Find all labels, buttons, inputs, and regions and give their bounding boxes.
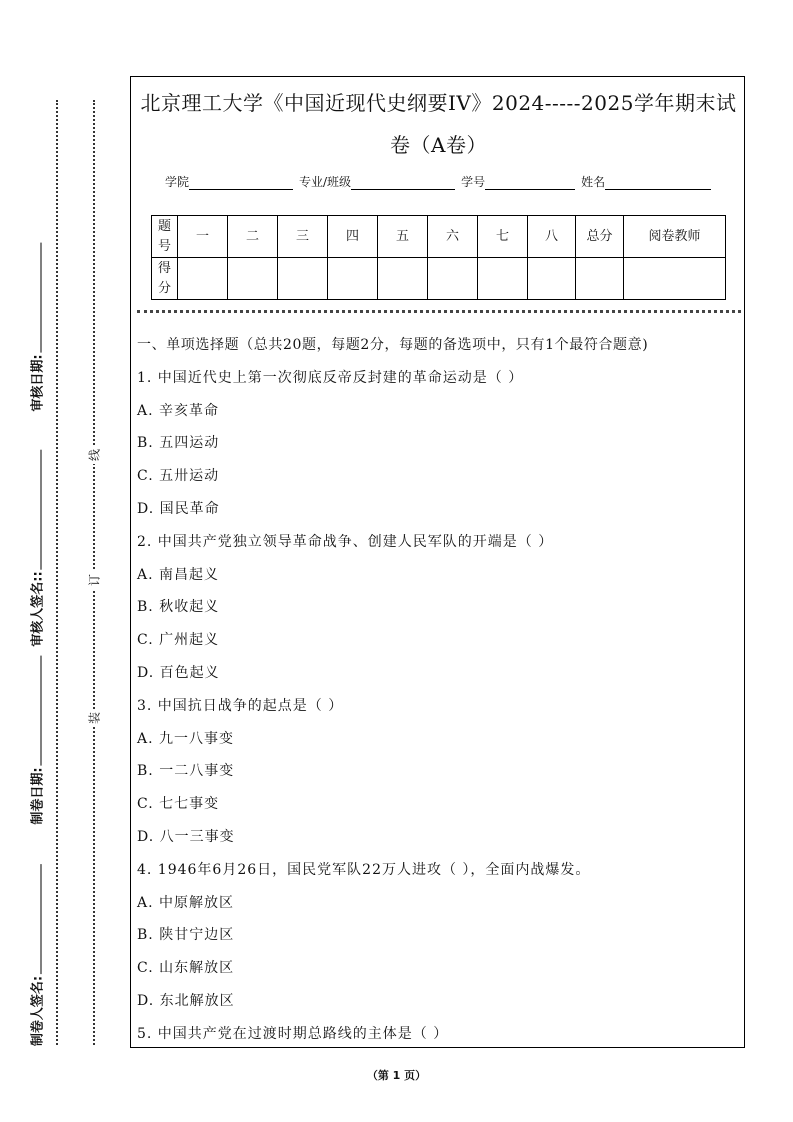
question-number-label: 题号	[152, 216, 178, 258]
question-content	[137, 329, 742, 1051]
score-cell[interactable]	[428, 258, 478, 300]
question-stem: 1. 中国近代史上第一次彻底反帝反封建的革命运动是（ ）	[137, 369, 524, 386]
margin-field-label: 制卷人签名:	[30, 975, 46, 1047]
total-score-cell[interactable]	[576, 258, 624, 300]
score-cell[interactable]	[228, 258, 278, 300]
margin-field-label: 审核人签名::	[30, 571, 46, 647]
answer-option: C. 五卅运动	[137, 468, 220, 485]
question-stem: 5. 中国共产党在过渡时期总路线的主体是（ ）	[137, 1025, 449, 1042]
answer-option: D. 百色起义	[137, 664, 220, 681]
binding-mark-xian: 线	[86, 446, 103, 464]
score-cell[interactable]	[328, 258, 378, 300]
column-header: 六	[428, 216, 478, 258]
question-stem: 4. 1946年6月26日，国民党军队22万人进攻（ ），全面内战爆发。	[137, 861, 591, 878]
answer-option: A. 九一八事变	[137, 730, 235, 747]
question-stem: 2. 中国共产党独立领导革命战争、创建人民军队的开端是（ ）	[137, 533, 554, 550]
answer-option: A. 南昌起义	[137, 566, 220, 583]
score-table-header-row	[152, 216, 726, 258]
score-label: 得分	[152, 258, 178, 300]
column-header: 七	[478, 216, 528, 258]
margin-dotted-line-outer	[56, 100, 58, 1045]
exam-frame	[130, 76, 745, 1048]
column-header: 四	[328, 216, 378, 258]
section-heading: 一、单项选择题（总共20题，每题2分，每题的备选项中，只有1个最符合题意)	[137, 337, 649, 353]
margin-field-reviewer-signature	[27, 449, 46, 646]
margin-field-label: 审核日期:	[30, 354, 46, 412]
score-cell[interactable]	[478, 258, 528, 300]
column-header: 三	[278, 216, 328, 258]
student-info-row	[165, 173, 717, 190]
column-header: 五	[378, 216, 428, 258]
margin-field-paper-date	[27, 655, 46, 824]
total-score-header: 总分	[576, 216, 624, 258]
margin-field-label: 制卷日期:	[30, 767, 46, 825]
student-id-field[interactable]	[485, 177, 575, 190]
name-label: 姓名	[581, 175, 606, 189]
answer-option: D. 国民革命	[137, 500, 220, 517]
column-header: 二	[228, 216, 278, 258]
binding-mark-ding: 订	[86, 571, 103, 589]
column-header: 一	[178, 216, 228, 258]
answer-option: B. 一二八事变	[137, 763, 235, 780]
student-id-label: 学号	[461, 175, 486, 189]
answer-option: C. 山东解放区	[137, 960, 235, 977]
header-separator	[137, 310, 741, 313]
answer-option: A. 辛亥革命	[137, 402, 220, 419]
college-field[interactable]	[189, 177, 293, 190]
exam-title-line1: 北京理工大学《中国近现代史纲要IV》2024-----2025学年期末试	[140, 91, 737, 115]
answer-option: C. 七七事变	[137, 796, 220, 813]
college-label: 学院	[165, 175, 190, 189]
margin-field-review-date	[27, 242, 46, 411]
score-cell[interactable]	[178, 258, 228, 300]
score-table-score-row	[152, 258, 726, 300]
page-number: （第 1 页）	[366, 1069, 427, 1082]
major-class-field[interactable]	[351, 177, 455, 190]
score-cell[interactable]	[528, 258, 576, 300]
exam-title-line2: 卷（A卷）	[390, 133, 487, 157]
answer-option: D. 八一三事变	[137, 828, 235, 845]
major-label: 专业/班级	[299, 175, 352, 189]
margin-field-blank	[31, 655, 42, 765]
column-header: 八	[528, 216, 576, 258]
binding-mark-zhuang: 装	[86, 709, 103, 727]
answer-option: B. 五四运动	[137, 435, 220, 452]
margin-field-blank	[31, 449, 42, 569]
score-cell[interactable]	[278, 258, 328, 300]
question-stem: 3. 中国抗日战争的起点是（ ）	[137, 697, 344, 714]
answer-option: C. 广州起义	[137, 632, 220, 649]
name-field[interactable]	[605, 177, 711, 190]
margin-field-paper-signature	[27, 864, 46, 1046]
margin-field-blank	[31, 864, 42, 974]
answer-option: A. 中原解放区	[137, 894, 235, 911]
answer-option: D. 东北解放区	[137, 992, 235, 1009]
answer-option: B. 秋收起义	[137, 599, 220, 616]
margin-field-blank	[31, 242, 42, 352]
reviewer-cell[interactable]	[624, 258, 726, 300]
answer-option: B. 陕甘宁边区	[137, 927, 235, 944]
score-cell[interactable]	[378, 258, 428, 300]
reviewer-header: 阅卷教师	[624, 216, 726, 258]
score-table	[151, 215, 726, 300]
